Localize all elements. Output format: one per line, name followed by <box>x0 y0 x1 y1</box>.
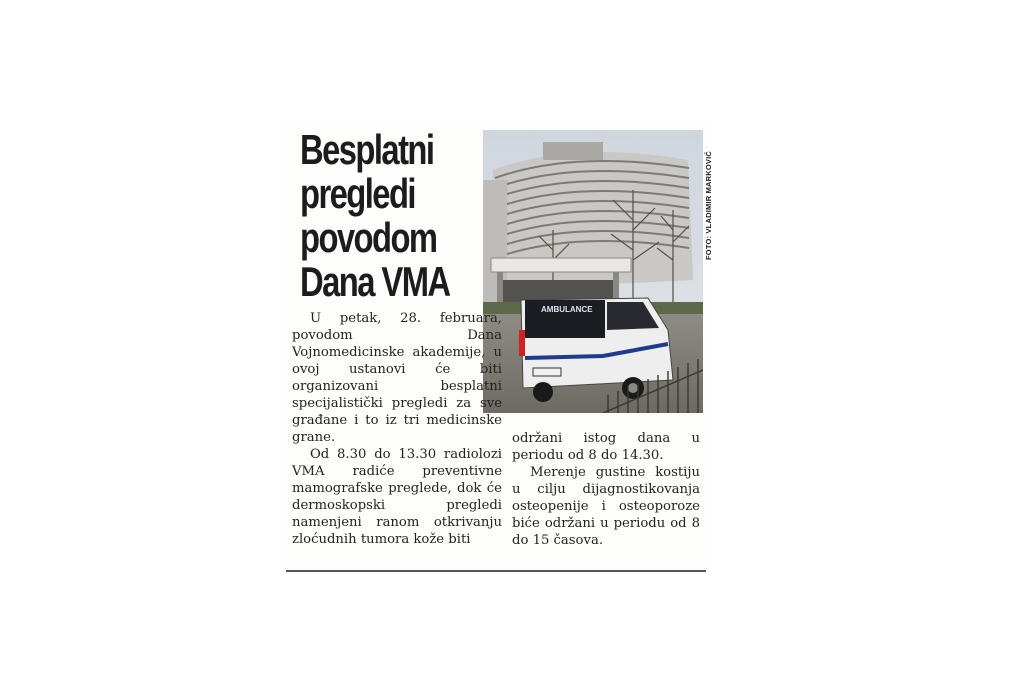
headline-line-4: Dana VMA <box>300 258 450 305</box>
paragraph-1: U petak, 28. februara, povodom Dana Vojnomedicinske akademije, u ovoj ustanovi će biti organizovani besplatni specijalistički pregledi za sve građane i to iz tri medicinske grane. <box>292 311 502 445</box>
headline-line-3: povodom <box>300 214 437 261</box>
paragraph-2: Od 8.30 do 13.30 radiolozi VMA radiće preventivne mamografske preglede, dok će dermoskopski pregledi namenjeni ranom otkrivanju zloćudnih tumora kože biti <box>292 447 502 547</box>
hospital-photo-illustration <box>483 130 703 413</box>
paragraph-3: održani istog dana u periodu od 8 do 14.30. <box>512 431 700 463</box>
photo-credit: FOTO: VLADIMIR MARKOVIĆ <box>704 150 713 260</box>
article-column-left <box>292 310 502 548</box>
bottom-divider <box>286 570 706 572</box>
headline-line-2: pregledi <box>300 170 415 217</box>
newspaper-clipping <box>286 122 713 574</box>
hospital-photo <box>483 130 703 413</box>
svg-text:AMBULANCE: AMBULANCE <box>541 305 593 314</box>
paragraph-4: Merenje gustine kostiju u cilju dijagnostikovanja osteopenije i osteoporoze biće održani u periodu od 8 do 15 časova. <box>512 465 700 548</box>
headline-line-1: Besplatni <box>300 126 434 173</box>
article-headline <box>300 128 448 304</box>
article-column-right <box>512 430 700 549</box>
